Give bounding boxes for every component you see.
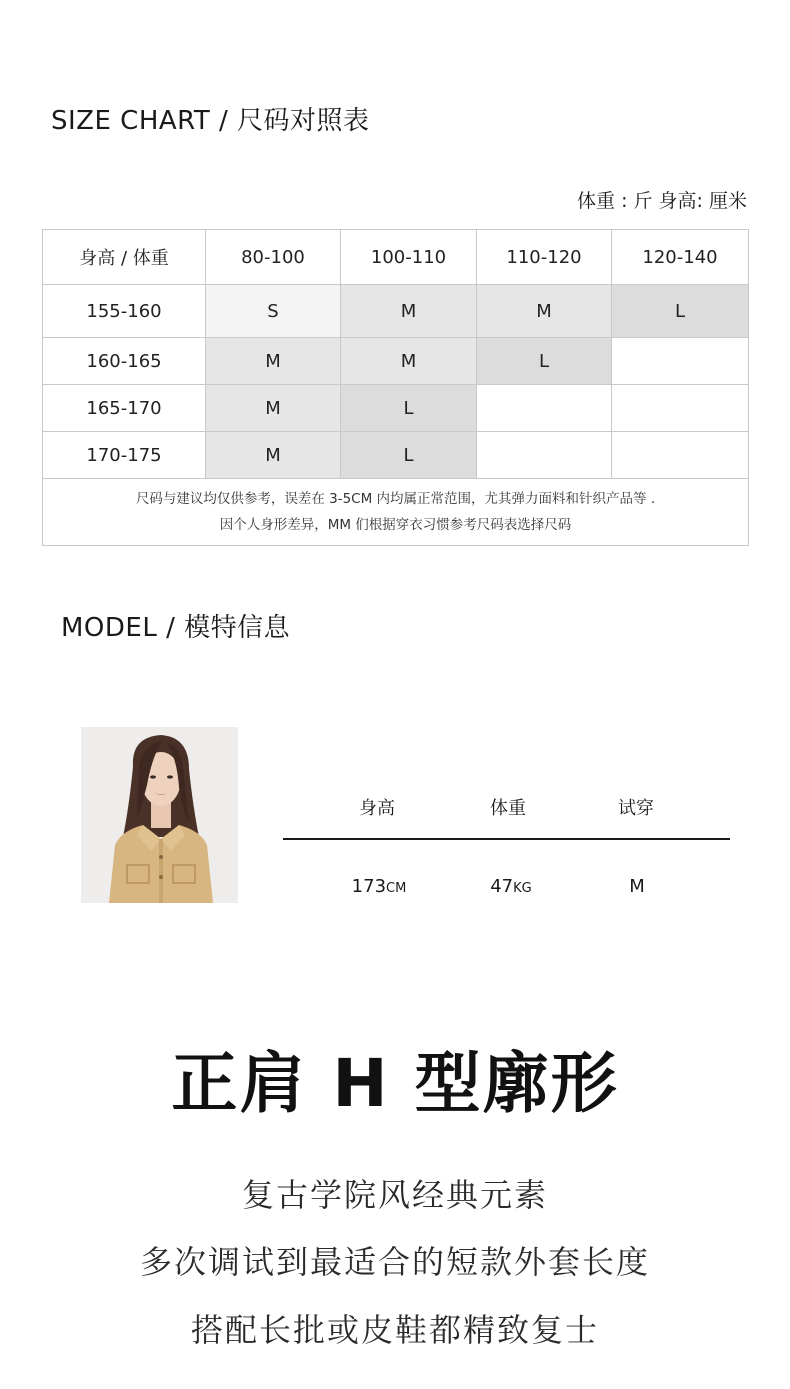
size-note-row xyxy=(43,479,749,546)
size-note xyxy=(43,479,749,546)
size-cell xyxy=(612,432,749,479)
size-cell: M xyxy=(477,285,612,338)
table-row xyxy=(43,338,749,385)
feature-line: 搭配长批或皮鞋都精致复士 xyxy=(190,1311,599,1349)
model-height-number: 173 xyxy=(351,876,387,897)
size-chart-title: SIZE CHART / 尺码对照表 xyxy=(51,106,370,136)
feature-headline: 正肩 H 型廓形 xyxy=(171,1045,619,1122)
size-cell xyxy=(477,385,612,432)
height-cell: 155-160 xyxy=(43,285,206,338)
model-value-size: M xyxy=(629,876,645,897)
size-cell: S xyxy=(206,285,341,338)
size-cell xyxy=(612,338,749,385)
size-cell: M xyxy=(206,385,341,432)
size-cell: M xyxy=(341,338,477,385)
size-cell: L xyxy=(341,432,477,479)
height-cell: 160-165 xyxy=(43,338,206,385)
header-cell-weight-range: 80-100 xyxy=(206,230,341,285)
model-photo xyxy=(81,727,238,903)
model-illustration xyxy=(81,727,238,903)
header-cell-weight-range: 120-140 xyxy=(612,230,749,285)
header-cell-weight-range: 100-110 xyxy=(341,230,477,285)
model-title: MODEL / 模特信息 xyxy=(61,613,291,643)
table-row xyxy=(43,385,749,432)
model-header-height: 身高 xyxy=(359,798,395,819)
size-cell: L xyxy=(477,338,612,385)
height-cell: 165-170 xyxy=(43,385,206,432)
size-cell xyxy=(612,385,749,432)
height-cell: 170-175 xyxy=(43,432,206,479)
size-table-header-row xyxy=(43,230,749,285)
feature-line: 复古学院风经典元素 xyxy=(241,1176,548,1214)
model-height-unit: CM xyxy=(386,881,407,896)
table-row xyxy=(43,285,749,338)
size-note-line: 因个人身形差异，MM 们根据穿衣习惯参考尺码表选择尺码 xyxy=(219,517,572,533)
model-weight-unit: KG xyxy=(513,881,532,896)
size-cell: M xyxy=(341,285,477,338)
table-row xyxy=(43,432,749,479)
size-chart-table xyxy=(42,229,749,546)
feature-line: 多次调试到最适合的短款外套长度 xyxy=(139,1243,650,1281)
model-header-size: 试穿 xyxy=(618,798,654,819)
header-cell-weight-range: 110-120 xyxy=(477,230,612,285)
size-cell xyxy=(477,432,612,479)
unit-note: 体重 : 斤 身高: 厘米 xyxy=(577,190,747,212)
header-cell-height-weight: 身高 / 体重 xyxy=(43,230,206,285)
size-cell: M xyxy=(206,432,341,479)
model-value-height xyxy=(329,876,429,897)
size-cell: L xyxy=(341,385,477,432)
size-cell: M xyxy=(206,338,341,385)
model-table-divider xyxy=(283,838,730,840)
size-note-line: 尺码与建议均仅供参考，误差在 3-5CM 内均属正常范围，尤其弹力面料和针织产品等 . xyxy=(135,491,656,507)
size-cell: L xyxy=(612,285,749,338)
model-header-weight: 体重 xyxy=(490,798,526,819)
model-value-weight xyxy=(461,876,561,897)
model-weight-number: 47 xyxy=(490,876,514,897)
